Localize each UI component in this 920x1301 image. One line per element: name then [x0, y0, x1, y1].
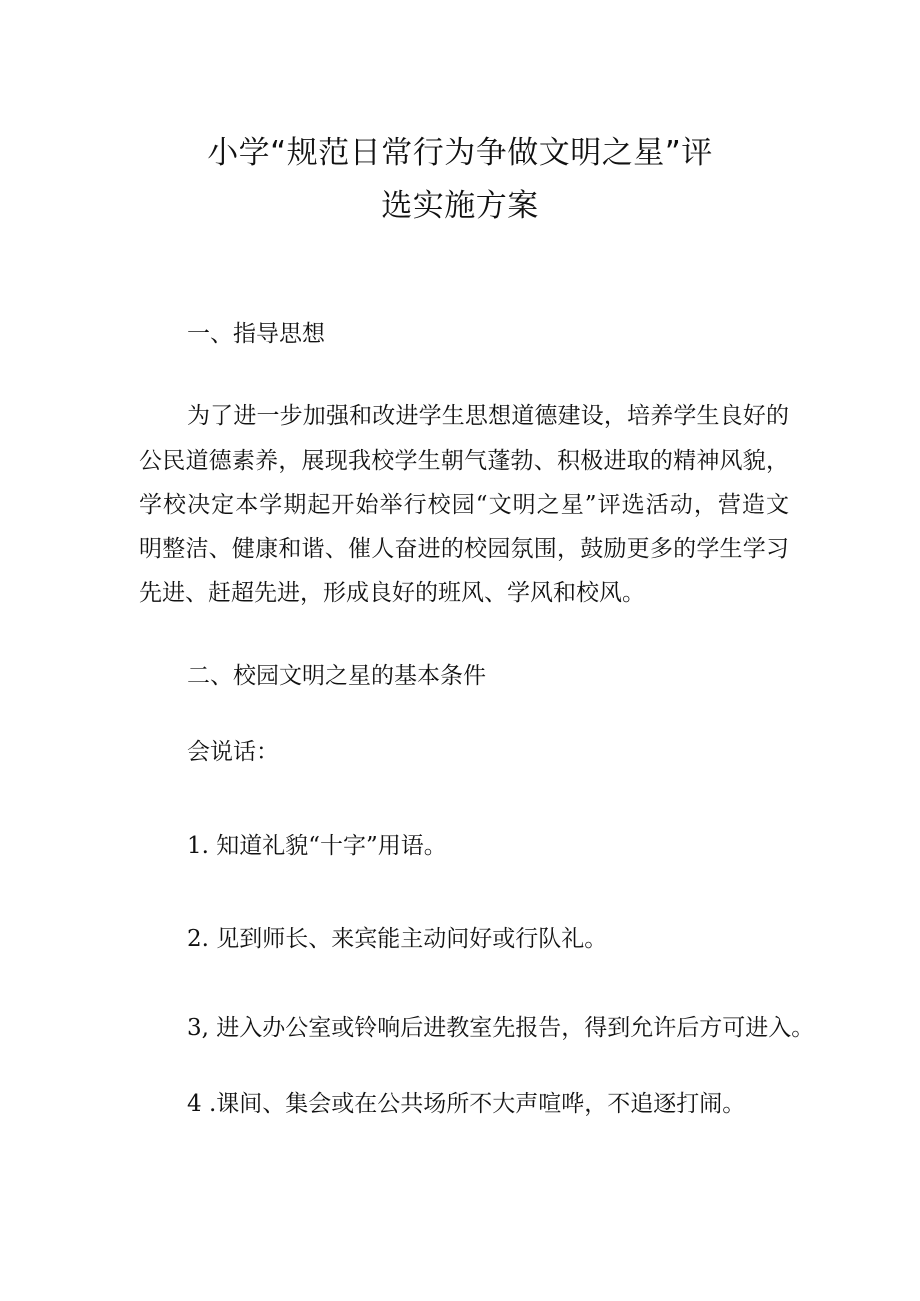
list-item: 4 .课间、集会或在公共场所不大声喧哗，不追逐打闹。	[187, 1091, 746, 1117]
section-1-paragraph-line-4: 明整洁、健康和谐、催人奋进的校园氛围，鼓励更多的学生学习	[139, 536, 789, 562]
list-item: 3, 进入办公室或铃响后进教室先报告，得到允许后方可进入。	[187, 1015, 815, 1041]
section-1-paragraph-line-2: 公民道德素养，展现我校学生朝气蓬勃、积极进取的精神风貌，	[139, 448, 789, 474]
section-1-paragraph-line-1: 为了进一步加强和改进学生思想道德建设，培养学生良好的	[187, 403, 789, 429]
section-1-paragraph-line-3: 学校决定本学期起开始举行校园“文明之星”评选活动，营造文	[139, 492, 789, 518]
section-1-paragraph-line-5: 先进、赶超先进，形成良好的班风、学风和校风。	[139, 580, 645, 606]
list-item: 2. 见到师长、来宾能主动问好或行队礼。	[187, 926, 608, 952]
list-item: 1. 知道礼貌“十字”用语。	[187, 833, 447, 859]
section-2-subheading: 会说话：	[187, 739, 279, 765]
document-title-line-2: 选实施方案	[381, 188, 539, 224]
document-title-line-1: 小学“规范日常行为争做文明之星”评	[207, 135, 713, 171]
section-1-heading: 一、指导思想	[187, 321, 325, 347]
section-2-heading: 二、校园文明之星的基本条件	[187, 663, 486, 689]
